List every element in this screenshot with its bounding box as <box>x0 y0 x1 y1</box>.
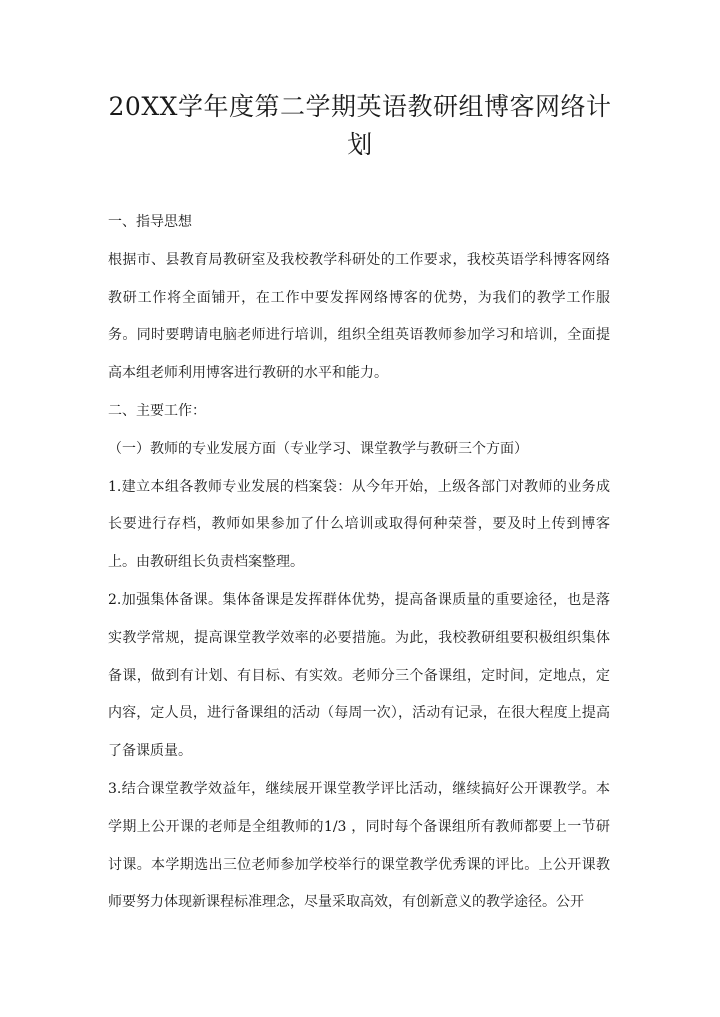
section-heading-main-work: 二、主要工作： <box>108 402 206 419</box>
document-body <box>108 204 610 922</box>
paragraph-item-2: 2.加强集体备课。集体备课是发挥群体优势，提高备课质量的重要途径，也是落实教学常规，提高课堂教学效率的必要措施。为此，我校教研组要积极组织集体备课，做到有计划、有目标、有实效。老师分三个备课组，定时间，定地点，定内容，定人员，进行备课组的活动（每周一次），活动有记录，在很大程度上提高了备课质量。 <box>108 591 610 760</box>
paragraph-item-1: 1.建立本组各教师专业发展的档案袋：从今年开始，上级各部门对教师的业务成长要进行存档，教师如果参加了什么培训或取得何种荣誉，要及时上传到博客上。由教研组长负责档案整理。 <box>108 478 610 571</box>
document-title: 20XX学年度第二学期英语教研组博客网络计划 <box>108 92 612 159</box>
paragraph-item-3: 3.结合课堂教学效益年，继续展开课堂教学评比活动，继续搞好公开课教学。本学期上公开课的老师是全组教师的1/3 ，同时每个备课组所有教师都要上一节研讨课。本学期选出三位老师参加学校举行的课堂教学优秀课的评比。上公开课教师要努力体现新课程标准理念，尽量采取高效，有创新意义的教学途径。公开 <box>108 780 610 911</box>
subsection-heading-teacher-development: （一）教师的专业发展方面（专业学习、课堂教学与教研三个方面） <box>108 440 528 457</box>
paragraph-guiding-thought: 根据市、县教育局教研室及我校教学科研处的工作要求，我校英语学科博客网络教研工作将全面铺开，在工作中要发挥网络博客的优势，为我们的教学工作服务。同时要聘请电脑老师进行培训，组织全组英语教师参加学习和培训，全面提高本组老师利用博客进行教研的水平和能力。 <box>108 251 610 382</box>
section-heading-guiding-thought: 一、指导思想 <box>108 214 192 230</box>
